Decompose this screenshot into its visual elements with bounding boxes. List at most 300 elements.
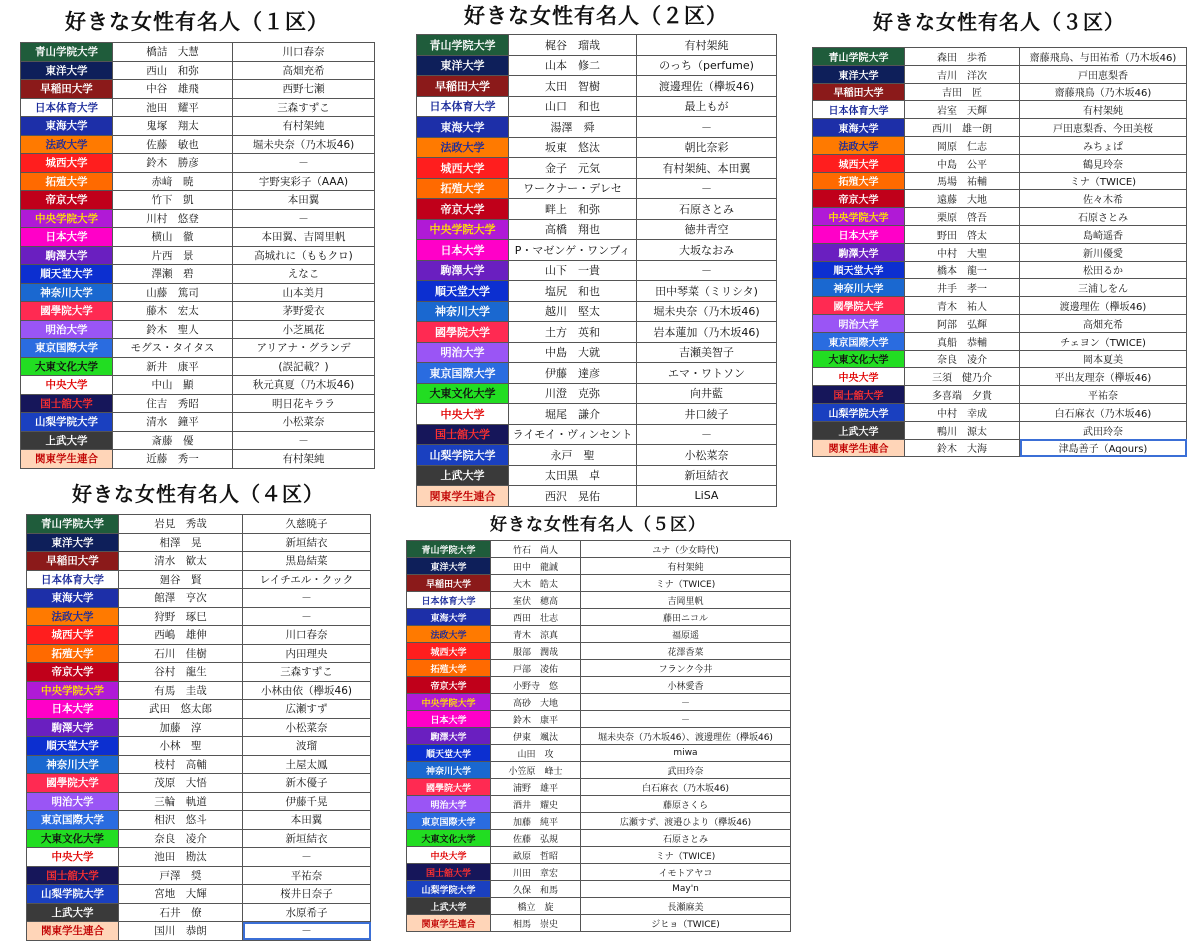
runner-name-cell[interactable]: 鴨川 源太	[905, 421, 1020, 439]
favorite-celebrity-cell[interactable]: 岡本夏美	[1020, 350, 1187, 368]
favorite-celebrity-cell[interactable]: フランク今井	[581, 660, 791, 677]
runner-name-cell[interactable]: ワークナー・デレセ	[509, 178, 637, 199]
runner-name-cell[interactable]: 西山 和弥	[113, 61, 233, 80]
runner-name-cell[interactable]: 戸澤 奨	[119, 866, 243, 885]
university-cell[interactable]: 城西大学	[27, 626, 119, 645]
university-cell[interactable]: 国士舘大学	[813, 386, 905, 404]
university-cell[interactable]: 日本体育大学	[417, 96, 509, 117]
favorite-celebrity-cell[interactable]: 黒島結菜	[243, 552, 371, 571]
university-cell[interactable]: 順天堂大学	[417, 281, 509, 302]
university-cell[interactable]: 関東学生連合	[417, 486, 509, 507]
favorite-celebrity-cell[interactable]: 津島善子（Aqours)	[1020, 439, 1187, 457]
favorite-celebrity-cell[interactable]: えなこ	[233, 265, 375, 284]
university-cell[interactable]: 帝京大学	[407, 677, 491, 694]
favorite-celebrity-cell[interactable]: 吉岡里帆	[581, 592, 791, 609]
runner-name-cell[interactable]: 国川 恭朗	[119, 922, 243, 941]
university-cell[interactable]: 帝京大学	[813, 190, 905, 208]
runner-name-cell[interactable]: 大木 皓太	[491, 575, 581, 592]
runner-name-cell[interactable]: 館澤 亨次	[119, 589, 243, 608]
favorite-celebrity-cell[interactable]: miwa	[581, 745, 791, 762]
university-cell[interactable]: 大東文化大学	[813, 350, 905, 368]
favorite-celebrity-cell[interactable]: 秋元真夏（乃木坂46)	[233, 376, 375, 395]
runner-name-cell[interactable]: 池田 勘汰	[119, 848, 243, 867]
university-cell[interactable]: 明治大学	[21, 320, 113, 339]
university-cell[interactable]: 順天堂大学	[407, 745, 491, 762]
favorite-celebrity-cell[interactable]: 明日花キララ	[233, 394, 375, 413]
university-cell[interactable]: 明治大学	[417, 342, 509, 363]
favorite-celebrity-cell[interactable]: 渡邊理佐（欅坂46)	[637, 76, 777, 97]
favorite-celebrity-cell[interactable]: 伊藤千晃	[243, 792, 371, 811]
university-cell[interactable]: 東洋大学	[417, 55, 509, 76]
favorite-celebrity-cell[interactable]: 茅野愛衣	[233, 302, 375, 321]
runner-name-cell[interactable]: 小林 聖	[119, 737, 243, 756]
favorite-celebrity-cell[interactable]: 波瑠	[243, 737, 371, 756]
university-cell[interactable]: 上武大学	[21, 431, 113, 450]
runner-name-cell[interactable]: 小笠原 峰士	[491, 762, 581, 779]
favorite-celebrity-cell[interactable]: イモトアヤコ	[581, 864, 791, 881]
runner-name-cell[interactable]: 梶谷 瑠哉	[509, 35, 637, 56]
favorite-celebrity-cell[interactable]: 高城れに（ももクロ)	[233, 246, 375, 265]
runner-name-cell[interactable]: 川田 章宏	[491, 864, 581, 881]
favorite-celebrity-cell[interactable]: 川口春奈	[233, 43, 375, 62]
favorite-celebrity-cell[interactable]: チェヨン（TWICE)	[1020, 332, 1187, 350]
university-cell[interactable]: 明治大学	[27, 792, 119, 811]
favorite-celebrity-cell[interactable]: 有村架純	[637, 35, 777, 56]
favorite-celebrity-cell[interactable]: 武田玲奈	[581, 762, 791, 779]
university-cell[interactable]: 青山学院大学	[21, 43, 113, 62]
favorite-celebrity-cell[interactable]: 平祐奈	[1020, 386, 1187, 404]
university-cell[interactable]: 日本大学	[813, 225, 905, 243]
favorite-celebrity-cell[interactable]: 石原さとみ	[637, 199, 777, 220]
runner-name-cell[interactable]: 山口 和也	[509, 96, 637, 117]
university-cell[interactable]: 法政大学	[417, 137, 509, 158]
university-cell[interactable]: 大東文化大学	[417, 383, 509, 404]
university-cell[interactable]: 中央大学	[407, 847, 491, 864]
runner-name-cell[interactable]: 宮地 大輝	[119, 885, 243, 904]
runner-name-cell[interactable]: 青木 祐人	[905, 297, 1020, 315]
runner-name-cell[interactable]: 赤﨑 暁	[113, 172, 233, 191]
runner-name-cell[interactable]: 川澄 克弥	[509, 383, 637, 404]
runner-name-cell[interactable]: ライモイ・ヴィンセント	[509, 424, 637, 445]
university-cell[interactable]: 東海大学	[407, 609, 491, 626]
university-cell[interactable]: 日本大学	[417, 240, 509, 261]
favorite-celebrity-cell[interactable]: 白石麻衣（乃木坂46)	[581, 779, 791, 796]
runner-name-cell[interactable]: 永戸 聖	[509, 445, 637, 466]
runner-name-cell[interactable]: P・マゼンゲ・ワンブィ	[509, 240, 637, 261]
university-cell[interactable]: 神奈川大学	[407, 762, 491, 779]
favorite-celebrity-cell[interactable]: －	[233, 154, 375, 173]
runner-name-cell[interactable]: 伊藤 達彦	[509, 363, 637, 384]
runner-name-cell[interactable]: 中谷 雄飛	[113, 80, 233, 99]
university-cell[interactable]: 東洋大学	[21, 61, 113, 80]
university-cell[interactable]: 関東学生連合	[407, 915, 491, 932]
university-cell[interactable]: 上武大学	[417, 465, 509, 486]
favorite-celebrity-cell[interactable]: 新木優子	[243, 774, 371, 793]
university-cell[interactable]: 東洋大学	[27, 533, 119, 552]
favorite-celebrity-cell[interactable]: 徳井青空	[637, 219, 777, 240]
favorite-celebrity-cell[interactable]: 久慈暁子	[243, 515, 371, 534]
university-cell[interactable]: 國學院大学	[21, 302, 113, 321]
university-cell[interactable]: 東京国際大学	[417, 363, 509, 384]
runner-name-cell[interactable]: 野田 啓太	[905, 225, 1020, 243]
favorite-celebrity-cell[interactable]: May'n	[581, 881, 791, 898]
runner-name-cell[interactable]: 廻谷 賢	[119, 570, 243, 589]
university-cell[interactable]: 國學院大学	[813, 297, 905, 315]
runner-name-cell[interactable]: 谷村 龍生	[119, 663, 243, 682]
runner-name-cell[interactable]: 三須 健乃介	[905, 368, 1020, 386]
university-cell[interactable]: 日本体育大学	[21, 98, 113, 117]
favorite-celebrity-cell[interactable]: 川口春奈	[243, 626, 371, 645]
runner-name-cell[interactable]: 伊東 颯汰	[491, 728, 581, 745]
runner-name-cell[interactable]: 服部 潤哉	[491, 643, 581, 660]
university-cell[interactable]: 中央学院大学	[27, 681, 119, 700]
runner-name-cell[interactable]: 土方 英和	[509, 322, 637, 343]
university-cell[interactable]: 拓殖大学	[27, 644, 119, 663]
university-cell[interactable]: 法政大学	[27, 607, 119, 626]
favorite-celebrity-cell[interactable]: ミナ（TWICE)	[581, 575, 791, 592]
university-cell[interactable]: 日本大学	[407, 711, 491, 728]
favorite-celebrity-cell[interactable]: －	[233, 209, 375, 228]
favorite-celebrity-cell[interactable]: エマ・ワトソン	[637, 363, 777, 384]
favorite-celebrity-cell[interactable]: 齋藤飛鳥、与田祐希（乃木坂46)	[1020, 48, 1187, 66]
university-cell[interactable]: 順天堂大学	[27, 737, 119, 756]
runner-name-cell[interactable]: 中村 大聖	[905, 243, 1020, 261]
university-cell[interactable]: 中央大学	[27, 848, 119, 867]
university-cell[interactable]: 東洋大学	[813, 65, 905, 83]
runner-name-cell[interactable]: 戸部 凌佑	[491, 660, 581, 677]
university-cell[interactable]: 明治大学	[407, 796, 491, 813]
runner-name-cell[interactable]: 太田黒 卓	[509, 465, 637, 486]
university-cell[interactable]: 日本体育大学	[407, 592, 491, 609]
runner-name-cell[interactable]: 畝原 哲昭	[491, 847, 581, 864]
favorite-celebrity-cell[interactable]: 有村架純	[1020, 101, 1187, 119]
runner-name-cell[interactable]: 佐藤 敏也	[113, 135, 233, 154]
favorite-celebrity-cell[interactable]: 吉瀬美智子	[637, 342, 777, 363]
runner-name-cell[interactable]: 中村 幸成	[905, 403, 1020, 421]
favorite-celebrity-cell[interactable]: 松田るか	[1020, 261, 1187, 279]
university-cell[interactable]: 上武大学	[27, 903, 119, 922]
runner-name-cell[interactable]: 斎藤 優	[113, 431, 233, 450]
favorite-celebrity-cell[interactable]: 平祐奈	[243, 866, 371, 885]
runner-name-cell[interactable]: 高砂 大地	[491, 694, 581, 711]
runner-name-cell[interactable]: 畔上 和弥	[509, 199, 637, 220]
university-cell[interactable]: 山梨学院大学	[27, 885, 119, 904]
university-cell[interactable]: 城西大学	[407, 643, 491, 660]
runner-name-cell[interactable]: 岩見 秀哉	[119, 515, 243, 534]
favorite-celebrity-cell[interactable]: 水原希子	[243, 903, 371, 922]
favorite-celebrity-cell[interactable]: 三浦しをん	[1020, 279, 1187, 297]
favorite-celebrity-cell[interactable]: 田中琴菜（ミリシタ)	[637, 281, 777, 302]
favorite-celebrity-cell[interactable]: 土屋太鳳	[243, 755, 371, 774]
favorite-celebrity-cell[interactable]: 最上もが	[637, 96, 777, 117]
university-cell[interactable]: 城西大学	[813, 154, 905, 172]
favorite-celebrity-cell[interactable]: 大坂なおみ	[637, 240, 777, 261]
favorite-celebrity-cell[interactable]: 小松菜奈	[637, 445, 777, 466]
favorite-celebrity-cell[interactable]: 高畑充希	[233, 61, 375, 80]
runner-name-cell[interactable]: 田中 龍誠	[491, 558, 581, 575]
runner-name-cell[interactable]: 酒井 耀史	[491, 796, 581, 813]
runner-name-cell[interactable]: 多喜端 夕貴	[905, 386, 1020, 404]
favorite-celebrity-cell[interactable]: ジヒョ（TWICE)	[581, 915, 791, 932]
runner-name-cell[interactable]: 高橋 翔也	[509, 219, 637, 240]
runner-name-cell[interactable]: 川村 悠登	[113, 209, 233, 228]
university-cell[interactable]: 拓殖大学	[407, 660, 491, 677]
runner-name-cell[interactable]: 西嶋 雄伸	[119, 626, 243, 645]
runner-name-cell[interactable]: 湯澤 舜	[509, 117, 637, 138]
runner-name-cell[interactable]: 西川 雄一朗	[905, 119, 1020, 137]
runner-name-cell[interactable]: 橋本 龍一	[905, 261, 1020, 279]
favorite-celebrity-cell[interactable]: 内田理央	[243, 644, 371, 663]
favorite-celebrity-cell[interactable]: 山本美月	[233, 283, 375, 302]
university-cell[interactable]: 山梨学院大学	[813, 403, 905, 421]
university-cell[interactable]: 日本大学	[27, 700, 119, 719]
runner-name-cell[interactable]: 枝村 高輔	[119, 755, 243, 774]
runner-name-cell[interactable]: 清水 歓太	[119, 552, 243, 571]
university-cell[interactable]: 早稲田大学	[813, 83, 905, 101]
university-cell[interactable]: 国士舘大学	[417, 424, 509, 445]
runner-name-cell[interactable]: 金子 元気	[509, 158, 637, 179]
runner-name-cell[interactable]: 石井 僚	[119, 903, 243, 922]
runner-name-cell[interactable]: 相澤 晃	[119, 533, 243, 552]
runner-name-cell[interactable]: 竹下 凱	[113, 191, 233, 210]
university-cell[interactable]: 青山学院大学	[417, 35, 509, 56]
favorite-celebrity-cell[interactable]: 花澤香菜	[581, 643, 791, 660]
favorite-celebrity-cell[interactable]: 平出友理奈（欅坂46)	[1020, 368, 1187, 386]
runner-name-cell[interactable]: 岡原 仁志	[905, 136, 1020, 154]
university-cell[interactable]: 大東文化大学	[21, 357, 113, 376]
university-cell[interactable]: 日本体育大学	[813, 101, 905, 119]
university-cell[interactable]: 大東文化大学	[407, 830, 491, 847]
university-cell[interactable]: 山梨学院大学	[407, 881, 491, 898]
favorite-celebrity-cell[interactable]: －	[243, 589, 371, 608]
runner-name-cell[interactable]: 室伏 穂高	[491, 592, 581, 609]
university-cell[interactable]: 中央大学	[21, 376, 113, 395]
favorite-celebrity-cell[interactable]: 岩本蓮加（乃木坂46)	[637, 322, 777, 343]
favorite-celebrity-cell[interactable]: 有村架純	[581, 558, 791, 575]
favorite-celebrity-cell[interactable]: 新川優愛	[1020, 243, 1187, 261]
university-cell[interactable]: 国士舘大学	[407, 864, 491, 881]
university-cell[interactable]: 上武大学	[407, 898, 491, 915]
favorite-celebrity-cell[interactable]: 小松菜奈	[243, 718, 371, 737]
favorite-celebrity-cell[interactable]: 本田翼、吉岡里帆	[233, 228, 375, 247]
favorite-celebrity-cell[interactable]: 長瀬麻美	[581, 898, 791, 915]
favorite-celebrity-cell[interactable]: 新垣結衣	[243, 829, 371, 848]
runner-name-cell[interactable]: 岩室 天輝	[905, 101, 1020, 119]
university-cell[interactable]: 駒澤大学	[813, 243, 905, 261]
favorite-celebrity-cell[interactable]: －	[637, 117, 777, 138]
university-cell[interactable]: 国士舘大学	[27, 866, 119, 885]
university-cell[interactable]: 拓殖大学	[21, 172, 113, 191]
runner-name-cell[interactable]: 青木 涼真	[491, 626, 581, 643]
university-cell[interactable]: 大東文化大学	[27, 829, 119, 848]
university-cell[interactable]: 東海大学	[417, 117, 509, 138]
runner-name-cell[interactable]: 横山 徹	[113, 228, 233, 247]
favorite-celebrity-cell[interactable]: 広瀬すず	[243, 700, 371, 719]
university-cell[interactable]: 拓殖大学	[417, 178, 509, 199]
favorite-celebrity-cell[interactable]: 本田翼	[233, 191, 375, 210]
favorite-celebrity-cell[interactable]: 戸田恵梨香、今田美桜	[1020, 119, 1187, 137]
runner-name-cell[interactable]: 橋詰 大慧	[113, 43, 233, 62]
runner-name-cell[interactable]: 加藤 淳	[119, 718, 243, 737]
runner-name-cell[interactable]: 中島 公平	[905, 154, 1020, 172]
runner-name-cell[interactable]: 相沢 悠斗	[119, 811, 243, 830]
university-cell[interactable]: 青山学院大学	[813, 48, 905, 66]
runner-name-cell[interactable]: 山下 一貴	[509, 260, 637, 281]
runner-name-cell[interactable]: 中島 大就	[509, 342, 637, 363]
university-cell[interactable]: 駒澤大学	[417, 260, 509, 281]
favorite-celebrity-cell[interactable]: 本田翼	[243, 811, 371, 830]
favorite-celebrity-cell[interactable]: のっち（perfume)	[637, 55, 777, 76]
runner-name-cell[interactable]: 澤瀬 碧	[113, 265, 233, 284]
university-cell[interactable]: 青山学院大学	[407, 541, 491, 558]
runner-name-cell[interactable]: 久保 和馬	[491, 881, 581, 898]
runner-name-cell[interactable]: 佐藤 弘規	[491, 830, 581, 847]
runner-name-cell[interactable]: 鬼塚 翔太	[113, 117, 233, 136]
favorite-celebrity-cell[interactable]: ユナ（少女時代)	[581, 541, 791, 558]
runner-name-cell[interactable]: 栗原 啓吾	[905, 208, 1020, 226]
university-cell[interactable]: 東海大学	[21, 117, 113, 136]
runner-name-cell[interactable]: 相馬 崇史	[491, 915, 581, 932]
favorite-celebrity-cell[interactable]: 小林愛香	[581, 677, 791, 694]
university-cell[interactable]: 日本大学	[21, 228, 113, 247]
runner-name-cell[interactable]: 鈴木 勝彦	[113, 154, 233, 173]
university-cell[interactable]: 中央学院大学	[21, 209, 113, 228]
favorite-celebrity-cell[interactable]: 西野七瀬	[233, 80, 375, 99]
university-cell[interactable]: 中央大学	[417, 404, 509, 425]
favorite-celebrity-cell[interactable]: 有村架純	[233, 450, 375, 469]
favorite-celebrity-cell[interactable]: 有村架純、本田翼	[637, 158, 777, 179]
favorite-celebrity-cell[interactable]: 井口綾子	[637, 404, 777, 425]
favorite-celebrity-cell[interactable]: －	[243, 848, 371, 867]
favorite-celebrity-cell[interactable]: －	[581, 711, 791, 728]
favorite-celebrity-cell[interactable]: 堀未央奈（乃木坂46)	[637, 301, 777, 322]
university-cell[interactable]: 東京国際大学	[27, 811, 119, 830]
university-cell[interactable]: 東海大学	[813, 119, 905, 137]
runner-name-cell[interactable]: 吉田 匠	[905, 83, 1020, 101]
university-cell[interactable]: 駒澤大学	[21, 246, 113, 265]
runner-name-cell[interactable]: 三輪 軌道	[119, 792, 243, 811]
runner-name-cell[interactable]: 片西 景	[113, 246, 233, 265]
university-cell[interactable]: 帝京大学	[417, 199, 509, 220]
favorite-celebrity-cell[interactable]: (誤記載？)	[233, 357, 375, 376]
runner-name-cell[interactable]: 清水 鐘平	[113, 413, 233, 432]
favorite-celebrity-cell[interactable]: みちょぱ	[1020, 136, 1187, 154]
favorite-celebrity-cell[interactable]: 桜井日奈子	[243, 885, 371, 904]
favorite-celebrity-cell[interactable]: 佐々木希	[1020, 190, 1187, 208]
university-cell[interactable]: 東京国際大学	[407, 813, 491, 830]
university-cell[interactable]: 國學院大学	[27, 774, 119, 793]
favorite-celebrity-cell[interactable]: 三森すずこ	[243, 663, 371, 682]
favorite-celebrity-cell[interactable]: 高畑充希	[1020, 314, 1187, 332]
university-cell[interactable]: 山梨学院大学	[21, 413, 113, 432]
runner-name-cell[interactable]: 奈良 凌介	[905, 350, 1020, 368]
runner-name-cell[interactable]: 森田 歩希	[905, 48, 1020, 66]
university-cell[interactable]: 中央学院大学	[417, 219, 509, 240]
runner-name-cell[interactable]: 山藤 篤司	[113, 283, 233, 302]
university-cell[interactable]: 東洋大学	[407, 558, 491, 575]
favorite-celebrity-cell[interactable]: 三森すずこ	[233, 98, 375, 117]
runner-name-cell[interactable]: 新井 康平	[113, 357, 233, 376]
runner-name-cell[interactable]: 鈴木 康平	[491, 711, 581, 728]
runner-name-cell[interactable]: 武田 悠太郎	[119, 700, 243, 719]
runner-name-cell[interactable]: 石川 佳樹	[119, 644, 243, 663]
favorite-celebrity-cell[interactable]: －	[637, 260, 777, 281]
university-cell[interactable]: 早稲田大学	[27, 552, 119, 571]
runner-name-cell[interactable]: 茂原 大悟	[119, 774, 243, 793]
university-cell[interactable]: 青山学院大学	[27, 515, 119, 534]
favorite-celebrity-cell[interactable]: 福原遥	[581, 626, 791, 643]
runner-name-cell[interactable]: 山田 攻	[491, 745, 581, 762]
favorite-celebrity-cell[interactable]: 白石麻衣（乃木坂46)	[1020, 403, 1187, 421]
favorite-celebrity-cell[interactable]: －	[637, 424, 777, 445]
favorite-celebrity-cell[interactable]: 小松菜奈	[233, 413, 375, 432]
university-cell[interactable]: 早稲田大学	[417, 76, 509, 97]
favorite-celebrity-cell[interactable]: －	[581, 694, 791, 711]
favorite-celebrity-cell[interactable]: アリアナ・グランデ	[233, 339, 375, 358]
university-cell[interactable]: 日本体育大学	[27, 570, 119, 589]
runner-name-cell[interactable]: 堀尾 謙介	[509, 404, 637, 425]
university-cell[interactable]: 国士舘大学	[21, 394, 113, 413]
favorite-celebrity-cell[interactable]: 朝比奈彩	[637, 137, 777, 158]
university-cell[interactable]: 東海大学	[27, 589, 119, 608]
university-cell[interactable]: 上武大学	[813, 421, 905, 439]
university-cell[interactable]: 法政大学	[407, 626, 491, 643]
university-cell[interactable]: 関東学生連合	[27, 922, 119, 941]
favorite-celebrity-cell[interactable]: －	[243, 922, 371, 941]
university-cell[interactable]: 明治大学	[813, 314, 905, 332]
university-cell[interactable]: 山梨学院大学	[417, 445, 509, 466]
favorite-celebrity-cell[interactable]: 石原さとみ	[581, 830, 791, 847]
runner-name-cell[interactable]: 遠藤 大地	[905, 190, 1020, 208]
university-cell[interactable]: 帝京大学	[21, 191, 113, 210]
runner-name-cell[interactable]: 橋立 旋	[491, 898, 581, 915]
university-cell[interactable]: 早稲田大学	[21, 80, 113, 99]
favorite-celebrity-cell[interactable]: 有村架純	[233, 117, 375, 136]
favorite-celebrity-cell[interactable]: －	[233, 431, 375, 450]
runner-name-cell[interactable]: 馬場 祐輔	[905, 172, 1020, 190]
runner-name-cell[interactable]: 西沢 晃佑	[509, 486, 637, 507]
runner-name-cell[interactable]: 池田 耀平	[113, 98, 233, 117]
university-cell[interactable]: 関東学生連合	[21, 450, 113, 469]
favorite-celebrity-cell[interactable]: 渡邊理佐（欅坂46)	[1020, 297, 1187, 315]
runner-name-cell[interactable]: 塩尻 和也	[509, 281, 637, 302]
favorite-celebrity-cell[interactable]: 藤田ニコル	[581, 609, 791, 626]
runner-name-cell[interactable]: 竹石 尚人	[491, 541, 581, 558]
favorite-celebrity-cell[interactable]: 戸田恵梨香	[1020, 65, 1187, 83]
university-cell[interactable]: 國學院大学	[417, 322, 509, 343]
runner-name-cell[interactable]: 阿部 弘輝	[905, 314, 1020, 332]
runner-name-cell[interactable]: 西田 壮志	[491, 609, 581, 626]
university-cell[interactable]: 神奈川大学	[27, 755, 119, 774]
university-cell[interactable]: 早稲田大学	[407, 575, 491, 592]
favorite-celebrity-cell[interactable]: 宇野実彩子（AAA)	[233, 172, 375, 191]
university-cell[interactable]: 拓殖大学	[813, 172, 905, 190]
university-cell[interactable]: 順天堂大学	[21, 265, 113, 284]
university-cell[interactable]: 城西大学	[21, 154, 113, 173]
favorite-celebrity-cell[interactable]: 小林由依（欅坂46)	[243, 681, 371, 700]
favorite-celebrity-cell[interactable]: ミナ（TWICE)	[581, 847, 791, 864]
university-cell[interactable]: 東京国際大学	[21, 339, 113, 358]
runner-name-cell[interactable]: 井手 孝一	[905, 279, 1020, 297]
university-cell[interactable]: 法政大学	[21, 135, 113, 154]
runner-name-cell[interactable]: 吉川 洋次	[905, 65, 1020, 83]
favorite-celebrity-cell[interactable]: 新垣結衣	[243, 533, 371, 552]
runner-name-cell[interactable]: 狩野 琢巳	[119, 607, 243, 626]
runner-name-cell[interactable]: 鈴木 聖人	[113, 320, 233, 339]
runner-name-cell[interactable]: 真船 恭輔	[905, 332, 1020, 350]
favorite-celebrity-cell[interactable]: 藤原さくら	[581, 796, 791, 813]
university-cell[interactable]: 東京国際大学	[813, 332, 905, 350]
